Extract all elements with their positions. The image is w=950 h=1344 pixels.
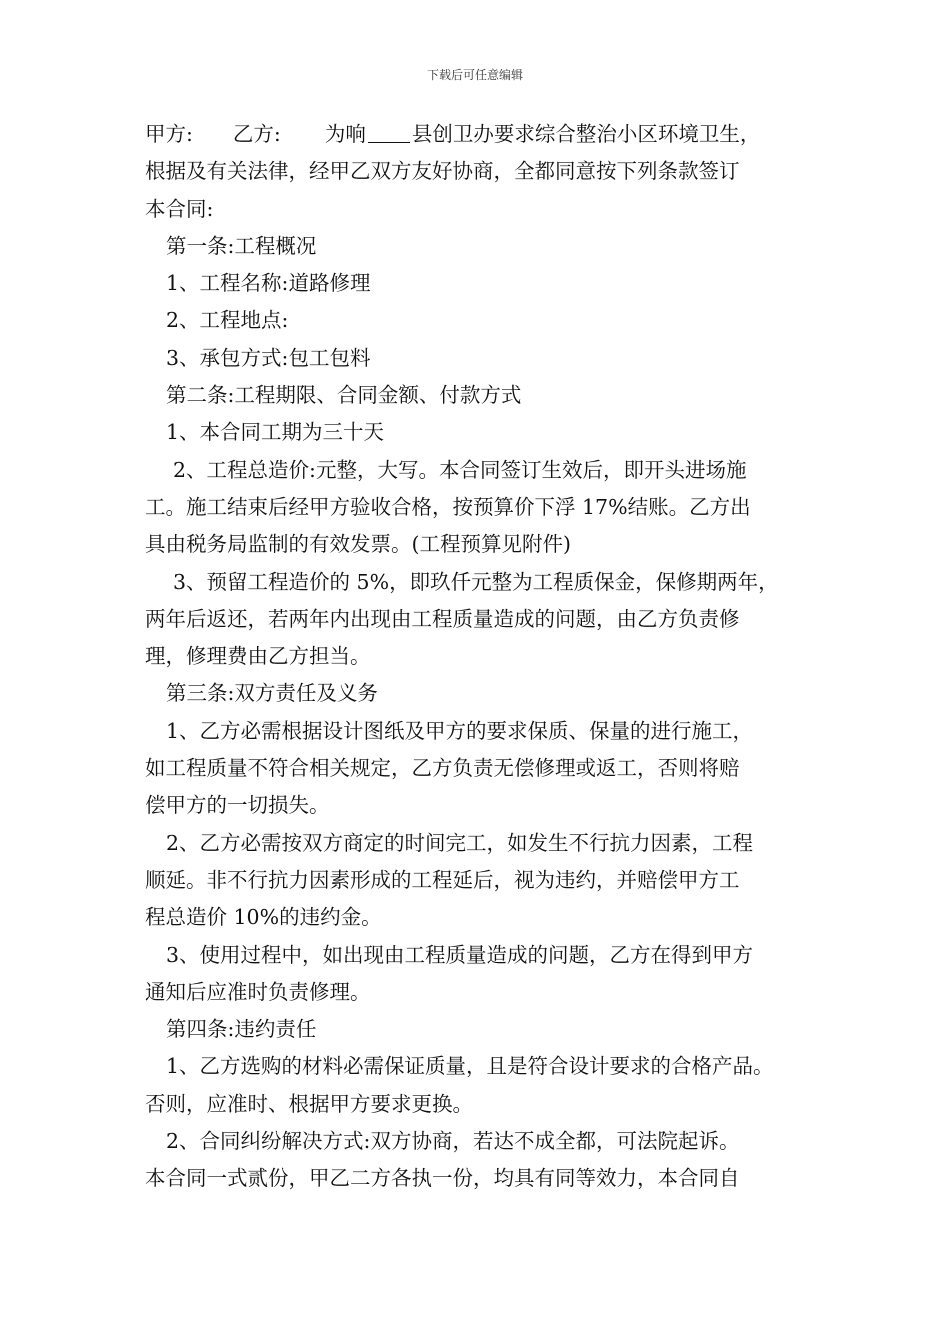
contract-line: 根据及有关法律，经甲乙双方友好协商，全都同意按下列条款签订 <box>145 159 740 184</box>
contract-line: 本合同: <box>145 196 214 221</box>
contract-line: 顺延。非不行抗力因素形成的工程延后，视为违约，并赔偿甲方工 <box>145 867 740 892</box>
clause-item: 3、使用过程中，如出现由工程质量造成的问题，乙方在得到甲方 <box>166 942 754 967</box>
clause-item: 2、乙方必需按双方商定的时间完工，如发生不行抗力因素，工程 <box>166 830 754 855</box>
contract-line <box>145 116 825 153</box>
clause-item: 1、乙方必需根据设计图纸及甲方的要求保质、保量的进行施工， <box>166 718 754 743</box>
contract-line: 具由税务局监制的有效发票。(工程预算见附件) <box>145 532 571 557</box>
article-heading: 第一条:工程概况 <box>166 233 317 258</box>
intro-text-end: 县创卫办要求综合整治小区环境卫生， <box>411 122 761 146</box>
contract-line: 程总造价 10%的违约金。 <box>145 905 382 930</box>
clause-item: 2、工程总造价:元整，大写。本合同签订生效后，即开头进场施 <box>173 457 747 482</box>
article-heading: 第四条:违约责任 <box>166 1017 317 1042</box>
contract-line: 工。施工结束后经甲方验收合格，按预算价下浮 17%结账。乙方出 <box>145 494 751 519</box>
article-heading: 第三条:双方责任及义务 <box>166 681 378 706</box>
clause-item: 1、乙方选购的材料必需保证质量，且是符合设计要求的合格产品。 <box>166 1054 774 1079</box>
intro-text-start: 为响 <box>324 122 366 146</box>
contract-line: 本合同一式贰份，甲乙二方各执一份，均具有同等效力，本合同自 <box>145 1166 740 1191</box>
contract-line: 否则，应准时、根据甲方要求更换。 <box>145 1091 473 1116</box>
contract-line: 通知后应准时负责修理。 <box>145 979 371 1004</box>
article-heading: 第二条:工程期限、合同金额、付款方式 <box>166 383 522 408</box>
contract-line: 偿甲方的一切损失。 <box>145 793 330 818</box>
clause-item: 3、预留工程造价的 5%，即玖仟元整为工程质保金，保修期两年， <box>173 569 779 594</box>
contract-line: 如工程质量不符合相关规定，乙方负责无偿修理或返工，否则将赔 <box>145 756 740 781</box>
contract-body <box>145 116 825 1198</box>
contract-line: 两年后返还，若两年内出现由工程质量造成的问题，由乙方负责修 <box>145 606 740 631</box>
clause-item: 3、承包方式:包工包料 <box>166 345 371 370</box>
page-header-note: 下载后可任意编辑 <box>426 68 523 82</box>
clause-item: 2、合同纠纷解决方式:双方协商，若达不成全都，可法院起诉。 <box>166 1129 740 1154</box>
clause-item: 1、工程名称:道路修理 <box>166 271 371 296</box>
party-a-label: 甲方: <box>145 122 193 146</box>
clause-item: 2、工程地点: <box>166 308 289 333</box>
clause-item: 1、本合同工期为三十天 <box>166 420 385 445</box>
party-b-label: 乙方: <box>232 122 281 146</box>
contract-line: 理，修理费由乙方担当。 <box>145 644 371 669</box>
county-blank-field <box>368 122 410 143</box>
